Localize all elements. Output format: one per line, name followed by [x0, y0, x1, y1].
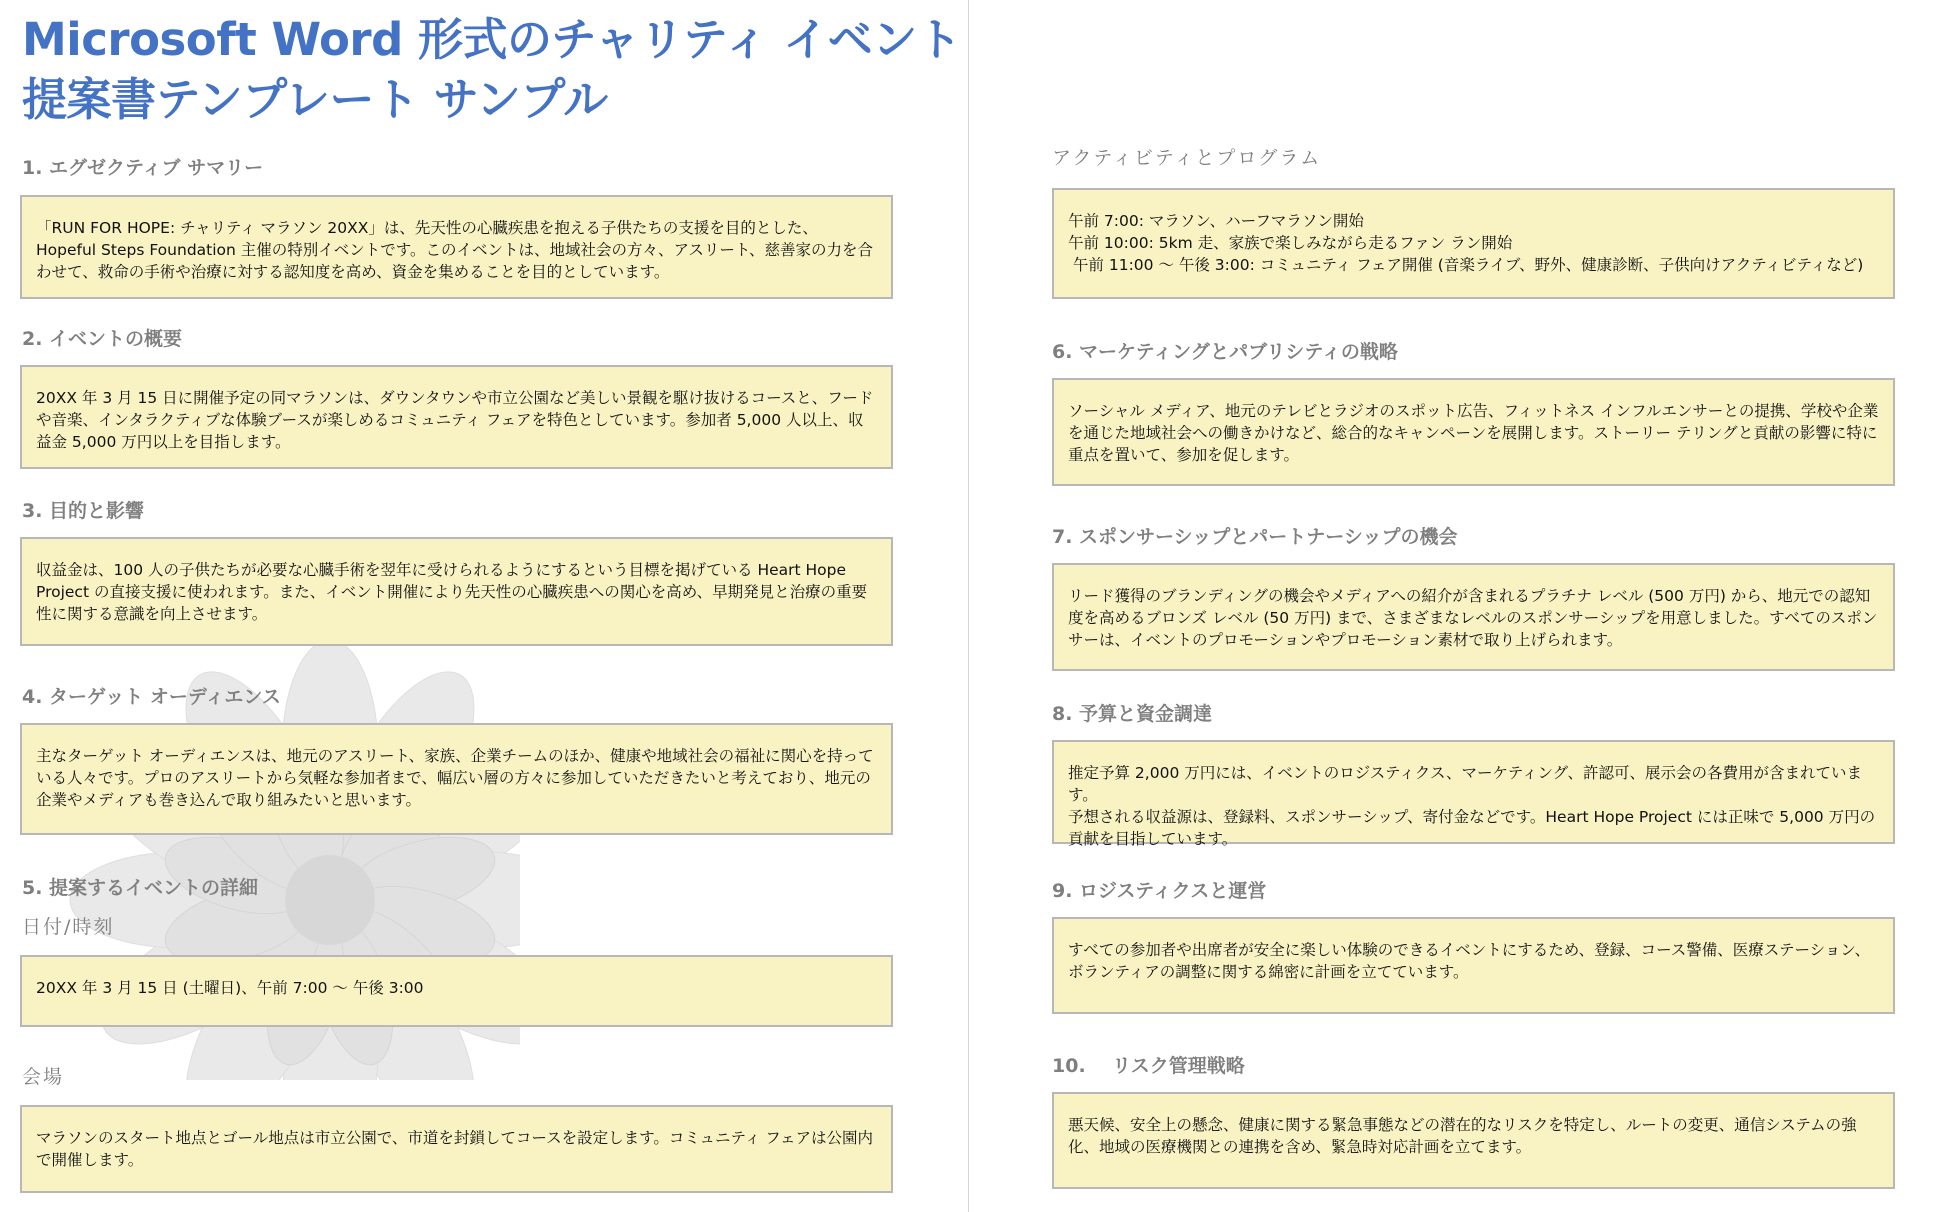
section-7-heading: 7. スポンサーシップとパートナーシップの機会	[1052, 526, 1458, 548]
section-10-box	[1052, 1092, 1895, 1189]
section-1-heading: 1. エグゼクティブ サマリー	[22, 157, 264, 179]
datetime-label: 日付/時刻	[22, 916, 115, 938]
section-2-body: 20XX 年 3 月 15 日に開催予定の同マラソンは、ダウンタウンや市立公園など美しい景観を駆け抜けるコースと、フードや音楽、インタラクティブな体験ブースが楽しめるコミュニティ フェアを特色としています。参加者 5,000 人以上、収益金 5,000 万円以上を目指します。	[36, 389, 874, 451]
activities-line-3: 午前 11:00 ～ 午後 3:00: コミュニティ フェア開催 (音楽ライブ、野外、健康診断、子供向けアクティビティなど)	[1068, 256, 1864, 274]
page-divider	[968, 0, 969, 1212]
section-6-box	[1052, 378, 1895, 486]
section-3-box	[20, 537, 893, 646]
datetime-box	[20, 955, 893, 1027]
activities-line-1: 午前 7:00: マラソン、ハーフマラソン開始	[1068, 212, 1364, 230]
section-9-heading: 9. ロジスティクスと運営	[1052, 880, 1267, 902]
section-6-heading: 6. マーケティングとパブリシティの戦略	[1052, 341, 1398, 363]
section-3-body: 収益金は、100 人の子供たちが必要な心臓手術を翌年に受けられるようにするという目標を掲げている Heart Hope Project の直接支援に使われます。また、イベント開催により先天性の心臓疾患への関心を高め、早期発見と治療の重要性に関する意識を向上させます。	[36, 561, 868, 623]
venue-label: 会場	[22, 1066, 65, 1088]
section-6-body: ソーシャル メディア、地元のテレビとラジオのスポット広告、フィットネス インフルエンサーとの提携、学校や企業を通じた地域社会への働きかけなど、総合的なキャンペーンを展開します。ストーリー テリングと貢献の影響に特に重点を置いて、参加を促します。	[1068, 402, 1879, 464]
document-page-right	[970, 0, 1941, 1212]
section-8-body-line-2: 予想される収益源は、登録料、スポンサーシップ、寄付金などです。Heart Hope Project には正味で 5,000 万円の貢献を目指しています。	[1068, 808, 1876, 848]
document-title	[22, 10, 961, 130]
section-7-box	[1052, 563, 1895, 671]
document-page-left	[0, 0, 968, 1212]
section-5-heading: 5. 提案するイベントの詳細	[22, 877, 259, 899]
section-1-box	[20, 195, 893, 299]
section-7-body: リード獲得のブランディングの機会やメディアへの紹介が含まれるプラチナ レベル (500 万円) から、地元での認知度を高めるブロンズ レベル (50 万円) まで、さまざまなレベルのスポンサーシップを用意しました。すべてのスポンサーは、イベントのプロモーションやプロモーション素材で取り上げられます。	[1068, 587, 1878, 649]
section-10-body: 悪天候、安全上の懸念、健康に関する緊急事態などの潜在的なリスクを特定し、ルートの変更、通信システムの強化、地域の医療機関との連携を含め、緊急時対応計画を立てます。	[1068, 1116, 1857, 1156]
section-2-box	[20, 365, 893, 469]
venue-body: マラソンのスタート地点とゴール地点は市立公園で、市道を封鎖してコースを設定します。コミュニティ フェアは公園内で開催します。	[36, 1129, 873, 1169]
section-8-heading: 8. 予算と資金調達	[1052, 703, 1213, 725]
datetime-body: 20XX 年 3 月 15 日 (土曜日)、午前 7:00 ～ 午後 3:00	[36, 979, 424, 997]
section-4-body: 主なターゲット オーディエンスは、地元のアスリート、家族、企業チームのほか、健康や地域社会の福祉に関心を持っている人々です。プロのアスリートから気軽な参加者まで、幅広い層の方々に参加していただきたいと考えており、地元の企業やメディアも巻き込んで取り組みたいと思います。	[36, 747, 874, 809]
section-9-box	[1052, 917, 1895, 1014]
activities-line-2: 午前 10:00: 5km 走、家族で楽しみながら走るファン ラン開始	[1068, 234, 1513, 252]
section-4-box	[20, 723, 893, 835]
section-4-heading: 4. ターゲット オーディエンス	[22, 686, 281, 708]
section-9-body: すべての参加者や出席者が安全に楽しい体験のできるイベントにするため、登録、コース警備、医療ステーション、ボランティアの調整に関する綿密に計画を立てています。	[1068, 941, 1871, 981]
document-title-line-1: Microsoft Word 形式のチャリティ イベント	[22, 13, 962, 66]
section-8-box	[1052, 740, 1895, 848]
document-title-line-2: 提案書テンプレート サンプル	[22, 73, 608, 126]
section-8-body-line-1: 推定予算 2,000 万円には、イベントのロジスティクス、マーケティング、許認可、展示会の各費用が含まれています。	[1068, 764, 1863, 804]
section-2-heading: 2. イベントの概要	[22, 328, 183, 350]
section-3-heading: 3. 目的と影響	[22, 500, 145, 522]
section-10-heading: 10. リスク管理戦略	[1052, 1055, 1245, 1077]
activities-label: アクティビティとプログラム	[1052, 147, 1322, 169]
section-1-body: 「RUN FOR HOPE: チャリティ マラソン 20XX」は、先天性の心臓疾患を抱える子供たちの支援を目的とした、Hopeful Steps Foundation 主催の特別イベントです。このイベントは、地域社会の方々、アスリート、慈善家の力を合わせて、救命の手術や治療に対する認知度を高め、資金を集めることを目的としています。	[36, 219, 874, 281]
venue-box	[20, 1105, 893, 1193]
activities-box	[1052, 188, 1895, 299]
